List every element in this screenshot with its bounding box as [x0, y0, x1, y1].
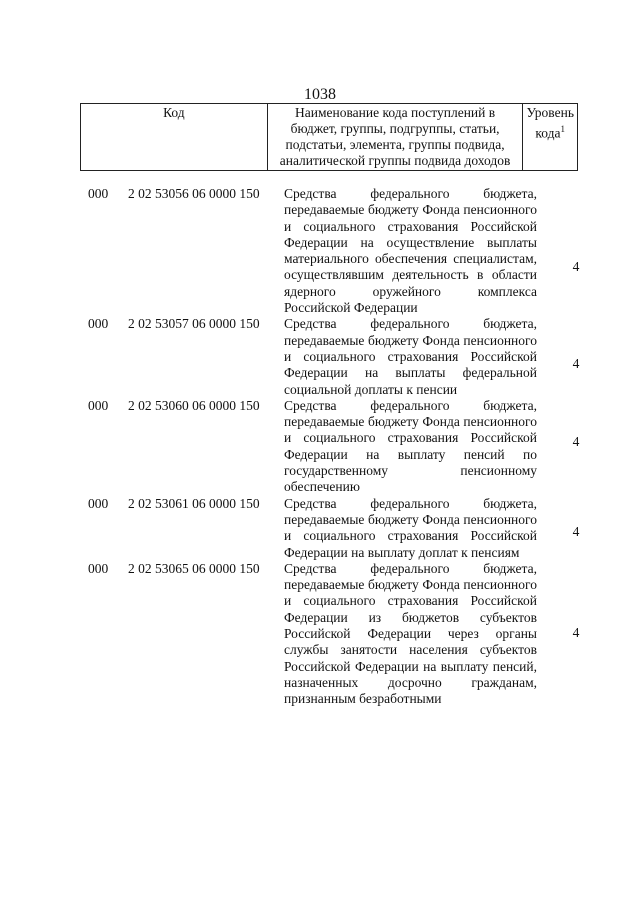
page-number: 1038: [304, 86, 336, 103]
header-name: Наименование кода поступлений в бюджет, группы, подгруппы, статьи, подстатьи, элемента, группы подвида, аналитической группы подвида доходов: [267, 104, 523, 171]
row-name: Средства федерального бюджета, передаваемые бюджету Фонда пенсионного и социального страхования Российской Федерации на выплату доплат к пенсиям: [284, 495, 537, 560]
row-group-code: 000: [88, 397, 109, 413]
row-code: 2 02 53056 06 0000 150: [128, 186, 260, 201]
header-code: Код: [81, 104, 268, 171]
row-name: Средства федерального бюджета, передаваемые бюджету Фонда пенсионного и социального страхования Российской Федерации на выплату пенсий по государственному пенсионному обеспечению: [284, 397, 537, 495]
row-code: 2 02 53060 06 0000 150: [128, 397, 260, 413]
table-row: [88, 316, 588, 397]
rows-container: [88, 186, 588, 708]
row-level: 4: [572, 433, 580, 449]
row-name: Средства федерального бюджета, передаваемые бюджету Фонда пенсионного и социального страхования Российской Федерации на осуществление выплаты материального обеспечения специалистам, осуществлявшим деятельность в области ядерного оружейного комплекса Российской Федерации: [284, 186, 537, 316]
row-name: Средства федерального бюджета, передаваемые бюджету Фонда пенсионного и социального страхования Российской Федерации из бюджетов субъектов Российской Федерации через органы службы занятости населения субъектов Российской Федерации на выплату пенсий, назначенных досрочно гражданам, признанным безработными: [284, 560, 537, 707]
row-name: Средства федерального бюджета, передаваемые бюджету Фонда пенсионного и социального страхования Российской Федерации на выплаты федеральной социальной доплаты к пенсии: [284, 316, 537, 397]
header-level-label: Уровень кода: [526, 105, 574, 141]
row-level: 4: [572, 259, 580, 274]
table-header: [80, 103, 578, 171]
row-code: 2 02 53061 06 0000 150: [128, 495, 260, 511]
row-group-code: 000: [88, 186, 109, 201]
row-group-code: 000: [88, 316, 109, 332]
row-level: 4: [572, 624, 580, 640]
row-group-code: 000: [88, 495, 109, 511]
row-code: 2 02 53057 06 0000 150: [128, 316, 260, 332]
row-level: 4: [572, 356, 580, 372]
table-row: [88, 561, 588, 708]
row-level: 4: [572, 523, 580, 539]
table-row: [88, 186, 588, 316]
header-level: [523, 104, 578, 171]
row-code: 2 02 53065 06 0000 150: [128, 560, 260, 576]
table-row: [88, 496, 588, 561]
header-level-footnote: 1: [560, 124, 566, 134]
table-row: [88, 398, 588, 496]
row-group-code: 000: [88, 560, 109, 576]
